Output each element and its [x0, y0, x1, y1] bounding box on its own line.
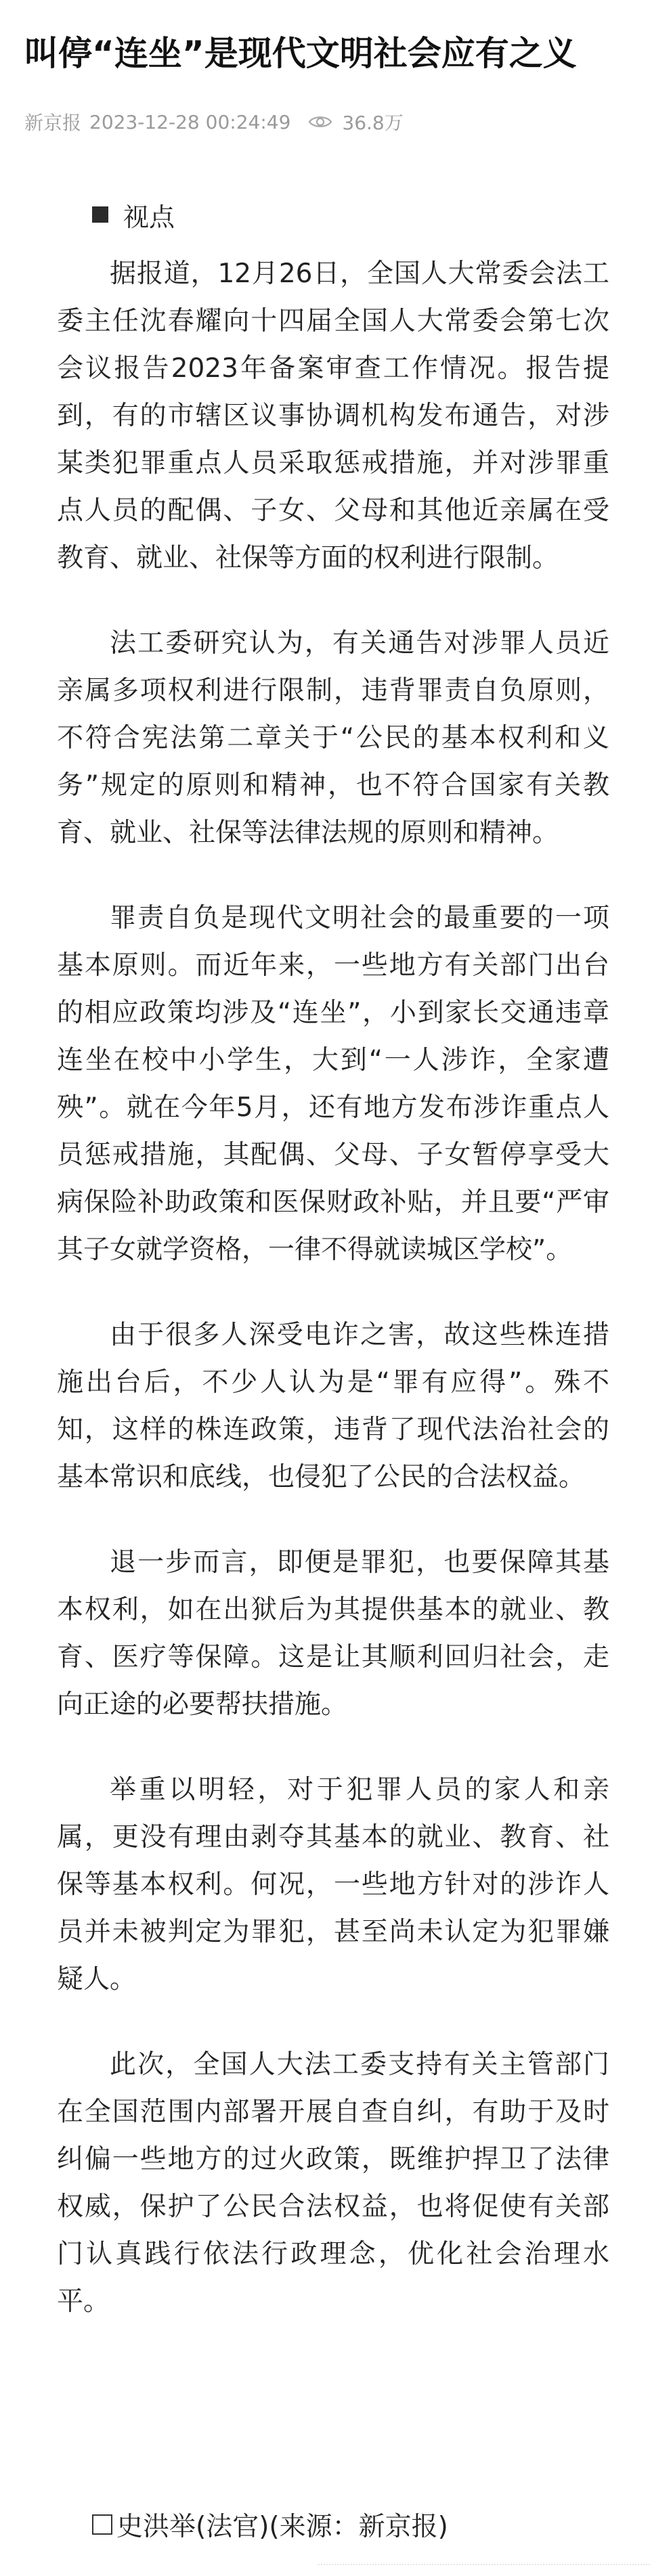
square-box-icon — [92, 2514, 112, 2535]
paragraph: 退一步而言，即便是罪犯，也要保障其基本权利，如在出狱后为其提供基本的就业、教育、医疗等保障。这是让其顺利回归社会，走向正途的必要帮扶措施。 — [57, 1547, 609, 1720]
article-body — [57, 250, 609, 2363]
article-datetime: 2023-12-28 00:24:49 — [89, 110, 291, 133]
paragraph: 罪责自负是现代文明社会的最重要的一项基本原则。而近年来，一些地方有关部门出台的相应政策均涉及“连坐”，小到家长交通违章连坐在校中小学生，大到“一人涉诈，全家遭殃”。就在今年5月，还有地方发布涉诈重点人员惩戒措施，其配偶、父母、子女暂停享受大病保险补助政策和医保财政补贴，并且要“严审其子女就学资格，一律不得就读城区学校”。 — [57, 903, 609, 1265]
paragraph: 据报道，12月26日，全国人大常委会法工委主任沈春耀向十四届全国人大常委会第七次会议报告2023年备案审查工作情况。报告提到，有的市辖区议事协调机构发布通告，对涉某类犯罪重点人员采取惩戒措施，并对涉罪重点人员的配偶、子女、父母和其他近亲属在受教育、就业、社保等方面的权利进行限制。 — [57, 259, 609, 573]
paragraph: 由于很多人深受电诈之害，故这些株连措施出台后，不少人认为是“罪有应得”。殊不知，这样的株连政策，违背了现代法治社会的基本常识和底线，也侵犯了公民的合法权益。 — [57, 1320, 609, 1492]
paragraph: 举重以明轻，对于犯罪人员的家人和亲属，更没有理由剥夺其基本的就业、教育、社保等基本权利。何况，一些地方针对的涉诈人员并未被判定为罪犯，甚至尚未认定为犯罪嫌疑人。 — [57, 1775, 609, 1995]
article-title: 叫停“连坐”是现代文明社会应有之义 — [24, 34, 577, 73]
section-label: 视点 — [123, 202, 175, 232]
eye-icon — [308, 114, 332, 129]
divider — [318, 2564, 650, 2566]
view-count: 36.8万 — [342, 112, 404, 134]
article-meta — [24, 107, 404, 137]
square-bullet-icon — [92, 206, 108, 223]
author-signature — [92, 2504, 448, 2545]
paragraph: 法工委研究认为，有关通告对涉罪人员近亲属多项权利进行限制，违背罪责自负原则，不符合宪法第二章关于“公民的基本权利和义务”规定的原则和精神，也不符合国家有关教育、就业、社保等法律法规的原则和精神。 — [57, 628, 609, 848]
article-source: 新京报 — [24, 112, 82, 134]
signature-text: 史洪举(法官)(来源：新京报) — [116, 2512, 448, 2542]
section-heading — [92, 196, 175, 233]
paragraph: 此次，全国人大法工委支持有关主管部门在全国范围内部署开展自查自纠，有助于及时纠偏一些地方的过火政策，既维护捍卫了法律权威，保护了公民合法权益，也将促使有关部门认真践行依法行政理念，优化社会治理水平。 — [57, 2049, 609, 2317]
